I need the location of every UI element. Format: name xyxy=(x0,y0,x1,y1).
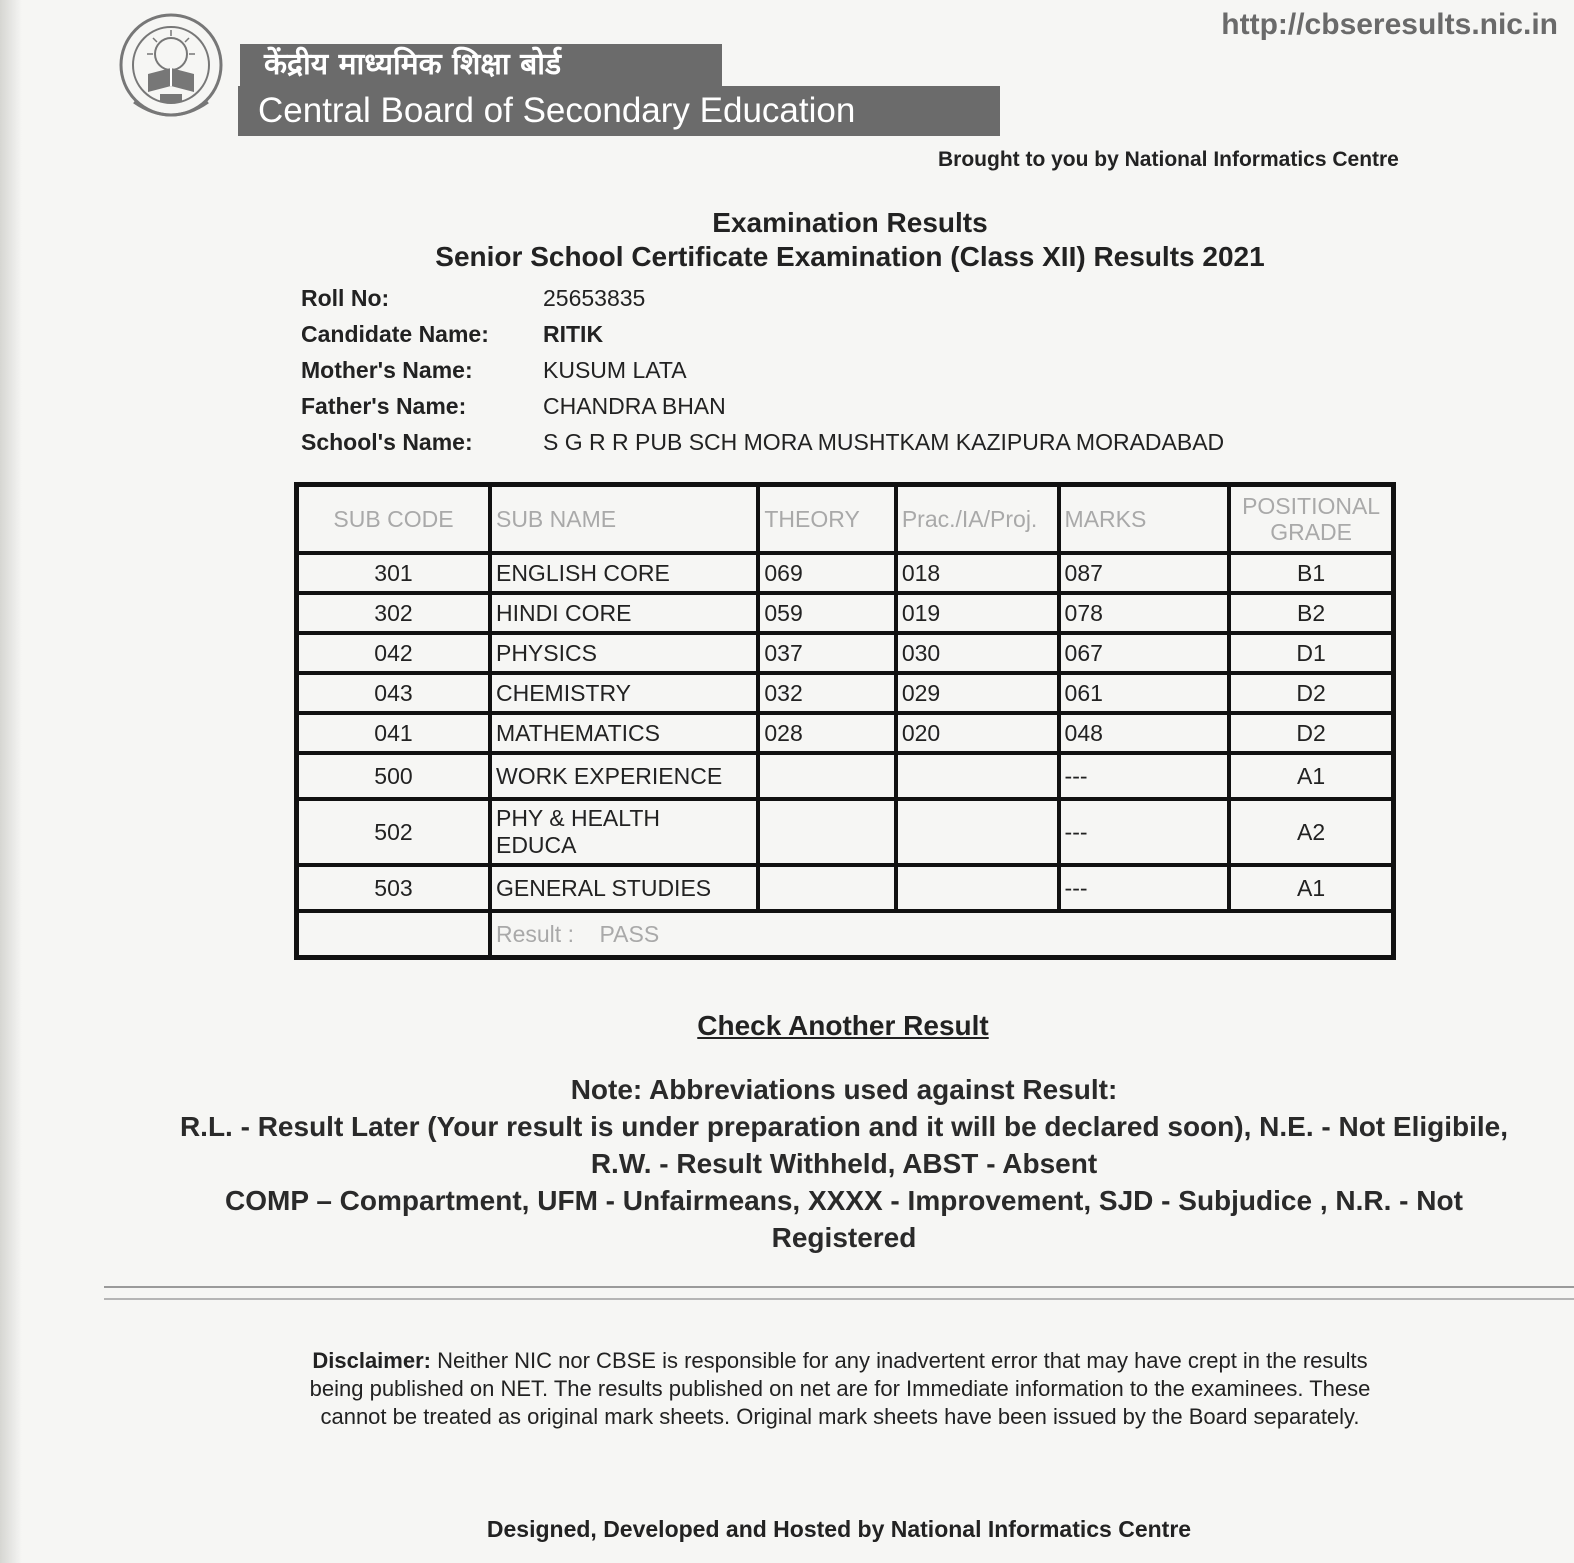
table-header-row xyxy=(297,485,1393,553)
sub-name-line2: EDUCA xyxy=(495,832,577,858)
practical-marks: 019 xyxy=(896,593,1059,633)
sub-name: MATHEMATICS xyxy=(490,713,758,753)
total-marks: 067 xyxy=(1059,633,1230,673)
mother-name-label: Mother's Name: xyxy=(301,356,473,383)
theory-marks: 069 xyxy=(758,553,895,593)
table-row xyxy=(297,633,1393,673)
note-line4: Registered xyxy=(771,1222,917,1253)
footer-credit: Designed, Developed and Hosted by National Informatics Centre xyxy=(486,1516,1192,1542)
total-marks: 087 xyxy=(1059,553,1230,593)
candidate-name-label: Candidate Name: xyxy=(301,320,489,347)
note-line3: COMP – Compartment, UFM - Unfairmeans, XXXX - Improvement, SJD - Subjudice , N.R. - Not xyxy=(225,1185,1463,1216)
col-sub-code: SUB CODE xyxy=(297,485,490,553)
grade: A1 xyxy=(1229,865,1393,911)
sub-name: PHYSICS xyxy=(490,633,758,673)
col-theory: THEORY xyxy=(758,485,895,553)
page-title: Examination Results xyxy=(712,207,988,238)
col-grade-line2: GRADE xyxy=(1270,519,1352,545)
school-name-value: S G R R PUB SCH MORA MUSHTKAM KAZIPURA MORADABAD xyxy=(543,428,1225,455)
sub-name: WORK EXPERIENCE xyxy=(490,753,758,799)
candidate-name-row xyxy=(301,316,1224,352)
sub-name: ENGLISH CORE xyxy=(490,553,758,593)
theory-marks: 037 xyxy=(758,633,895,673)
col-grade-line1: POSITIONAL xyxy=(1242,493,1381,519)
grade: B2 xyxy=(1229,593,1393,633)
table-row xyxy=(297,673,1393,713)
total-marks: --- xyxy=(1059,799,1230,865)
school-name-row xyxy=(301,424,1224,460)
practical-marks xyxy=(896,799,1059,865)
site-url: http://cbseresults.nic.in xyxy=(1221,8,1558,41)
sub-code: 301 xyxy=(297,553,490,593)
grade: D2 xyxy=(1229,713,1393,753)
abbreviations-note xyxy=(115,1071,1573,1256)
mother-name-value: KUSUM LATA xyxy=(543,356,687,383)
father-name-value: CHANDRA BHAN xyxy=(543,392,726,419)
table-row xyxy=(297,593,1393,633)
board-name-english: Central Board of Secondary Education xyxy=(238,86,1000,136)
sub-code: 043 xyxy=(297,673,490,713)
sub-name-line1: PHY & HEALTH xyxy=(495,805,661,831)
practical-marks: 018 xyxy=(896,553,1059,593)
total-marks: --- xyxy=(1059,865,1230,911)
sub-code: 042 xyxy=(297,633,490,673)
grade: A2 xyxy=(1229,799,1393,865)
theory-marks xyxy=(758,799,895,865)
divider xyxy=(104,1286,1574,1288)
sub-name: HINDI CORE xyxy=(490,593,758,633)
brought-by-text: Brought to you by National Informatics Centre xyxy=(938,148,1399,171)
result-label: Result : xyxy=(495,920,574,947)
theory-marks xyxy=(758,865,895,911)
board-name-hindi: केंद्रीय माध्यमिक शिक्षा बोर्ड xyxy=(240,44,722,86)
note-line2: R.W. - Result Withheld, ABST - Absent xyxy=(590,1148,1098,1179)
roll-no-row xyxy=(301,280,1224,316)
exam-subtitle: Senior School Certificate Examination (Class XII) Results 2021 xyxy=(435,241,1265,272)
theory-marks: 032 xyxy=(758,673,895,713)
total-marks: --- xyxy=(1059,753,1230,799)
theory-marks: 059 xyxy=(758,593,895,633)
disclaimer xyxy=(290,1347,1390,1431)
sub-code: 041 xyxy=(297,713,490,753)
marks-table xyxy=(294,482,1396,960)
school-name-label: School's Name: xyxy=(301,428,473,455)
sub-code: 502 xyxy=(297,799,490,865)
table-row xyxy=(297,753,1393,799)
table-row xyxy=(297,553,1393,593)
grade: D1 xyxy=(1229,633,1393,673)
col-sub-name: SUB NAME xyxy=(490,485,758,553)
roll-no-label: Roll No: xyxy=(301,284,390,311)
table-row xyxy=(297,799,1393,865)
father-name-label: Father's Name: xyxy=(301,392,467,419)
col-positional-grade xyxy=(1229,485,1393,553)
sub-code: 302 xyxy=(297,593,490,633)
result-empty-cell xyxy=(297,911,490,957)
total-marks: 061 xyxy=(1059,673,1230,713)
practical-marks: 020 xyxy=(896,713,1059,753)
grade: A1 xyxy=(1229,753,1393,799)
note-title: Note: Abbreviations used against Result: xyxy=(570,1074,1118,1105)
table-row xyxy=(297,865,1393,911)
grade: D2 xyxy=(1229,673,1393,713)
practical-marks: 030 xyxy=(896,633,1059,673)
candidate-name-value: RITIK xyxy=(543,320,604,347)
col-marks: MARKS xyxy=(1059,485,1230,553)
total-marks: 078 xyxy=(1059,593,1230,633)
sub-code: 500 xyxy=(297,753,490,799)
result-value: PASS xyxy=(599,920,660,947)
sub-code: 503 xyxy=(297,865,490,911)
col-practical: Prac./IA/Proj. xyxy=(896,485,1059,553)
grade: B1 xyxy=(1229,553,1393,593)
sub-name: GENERAL STUDIES xyxy=(490,865,758,911)
cbse-logo-icon xyxy=(118,12,224,126)
divider xyxy=(104,1298,1574,1300)
theory-marks xyxy=(758,753,895,799)
father-name-row xyxy=(301,388,1224,424)
practical-marks: 029 xyxy=(896,673,1059,713)
sub-name xyxy=(490,799,758,865)
practical-marks xyxy=(896,865,1059,911)
result-cell xyxy=(490,911,1393,957)
check-another-result-link[interactable]: Check Another Result xyxy=(697,1010,989,1041)
sub-name: CHEMISTRY xyxy=(490,673,758,713)
disclaimer-label: Disclaimer: xyxy=(312,1348,431,1373)
candidate-info xyxy=(301,280,1224,460)
total-marks: 048 xyxy=(1059,713,1230,753)
disclaimer-text: Neither NIC nor CBSE is responsible for any inadvertent error that may have crept in the results being published on NET. The results published on net are for Immediate information to the examinees. These cannot be treated as original mark sheets. Original mark sheets have been issued by the Board separately. xyxy=(309,1348,1371,1429)
theory-marks: 028 xyxy=(758,713,895,753)
mother-name-row xyxy=(301,352,1224,388)
note-line1: R.L. - Result Later (Your result is under preparation and it will be declared soon), N.E. - Not Eligibile, xyxy=(179,1111,1509,1142)
practical-marks xyxy=(896,753,1059,799)
roll-no-value: 25653835 xyxy=(543,284,646,311)
result-row xyxy=(297,911,1393,957)
table-row xyxy=(297,713,1393,753)
